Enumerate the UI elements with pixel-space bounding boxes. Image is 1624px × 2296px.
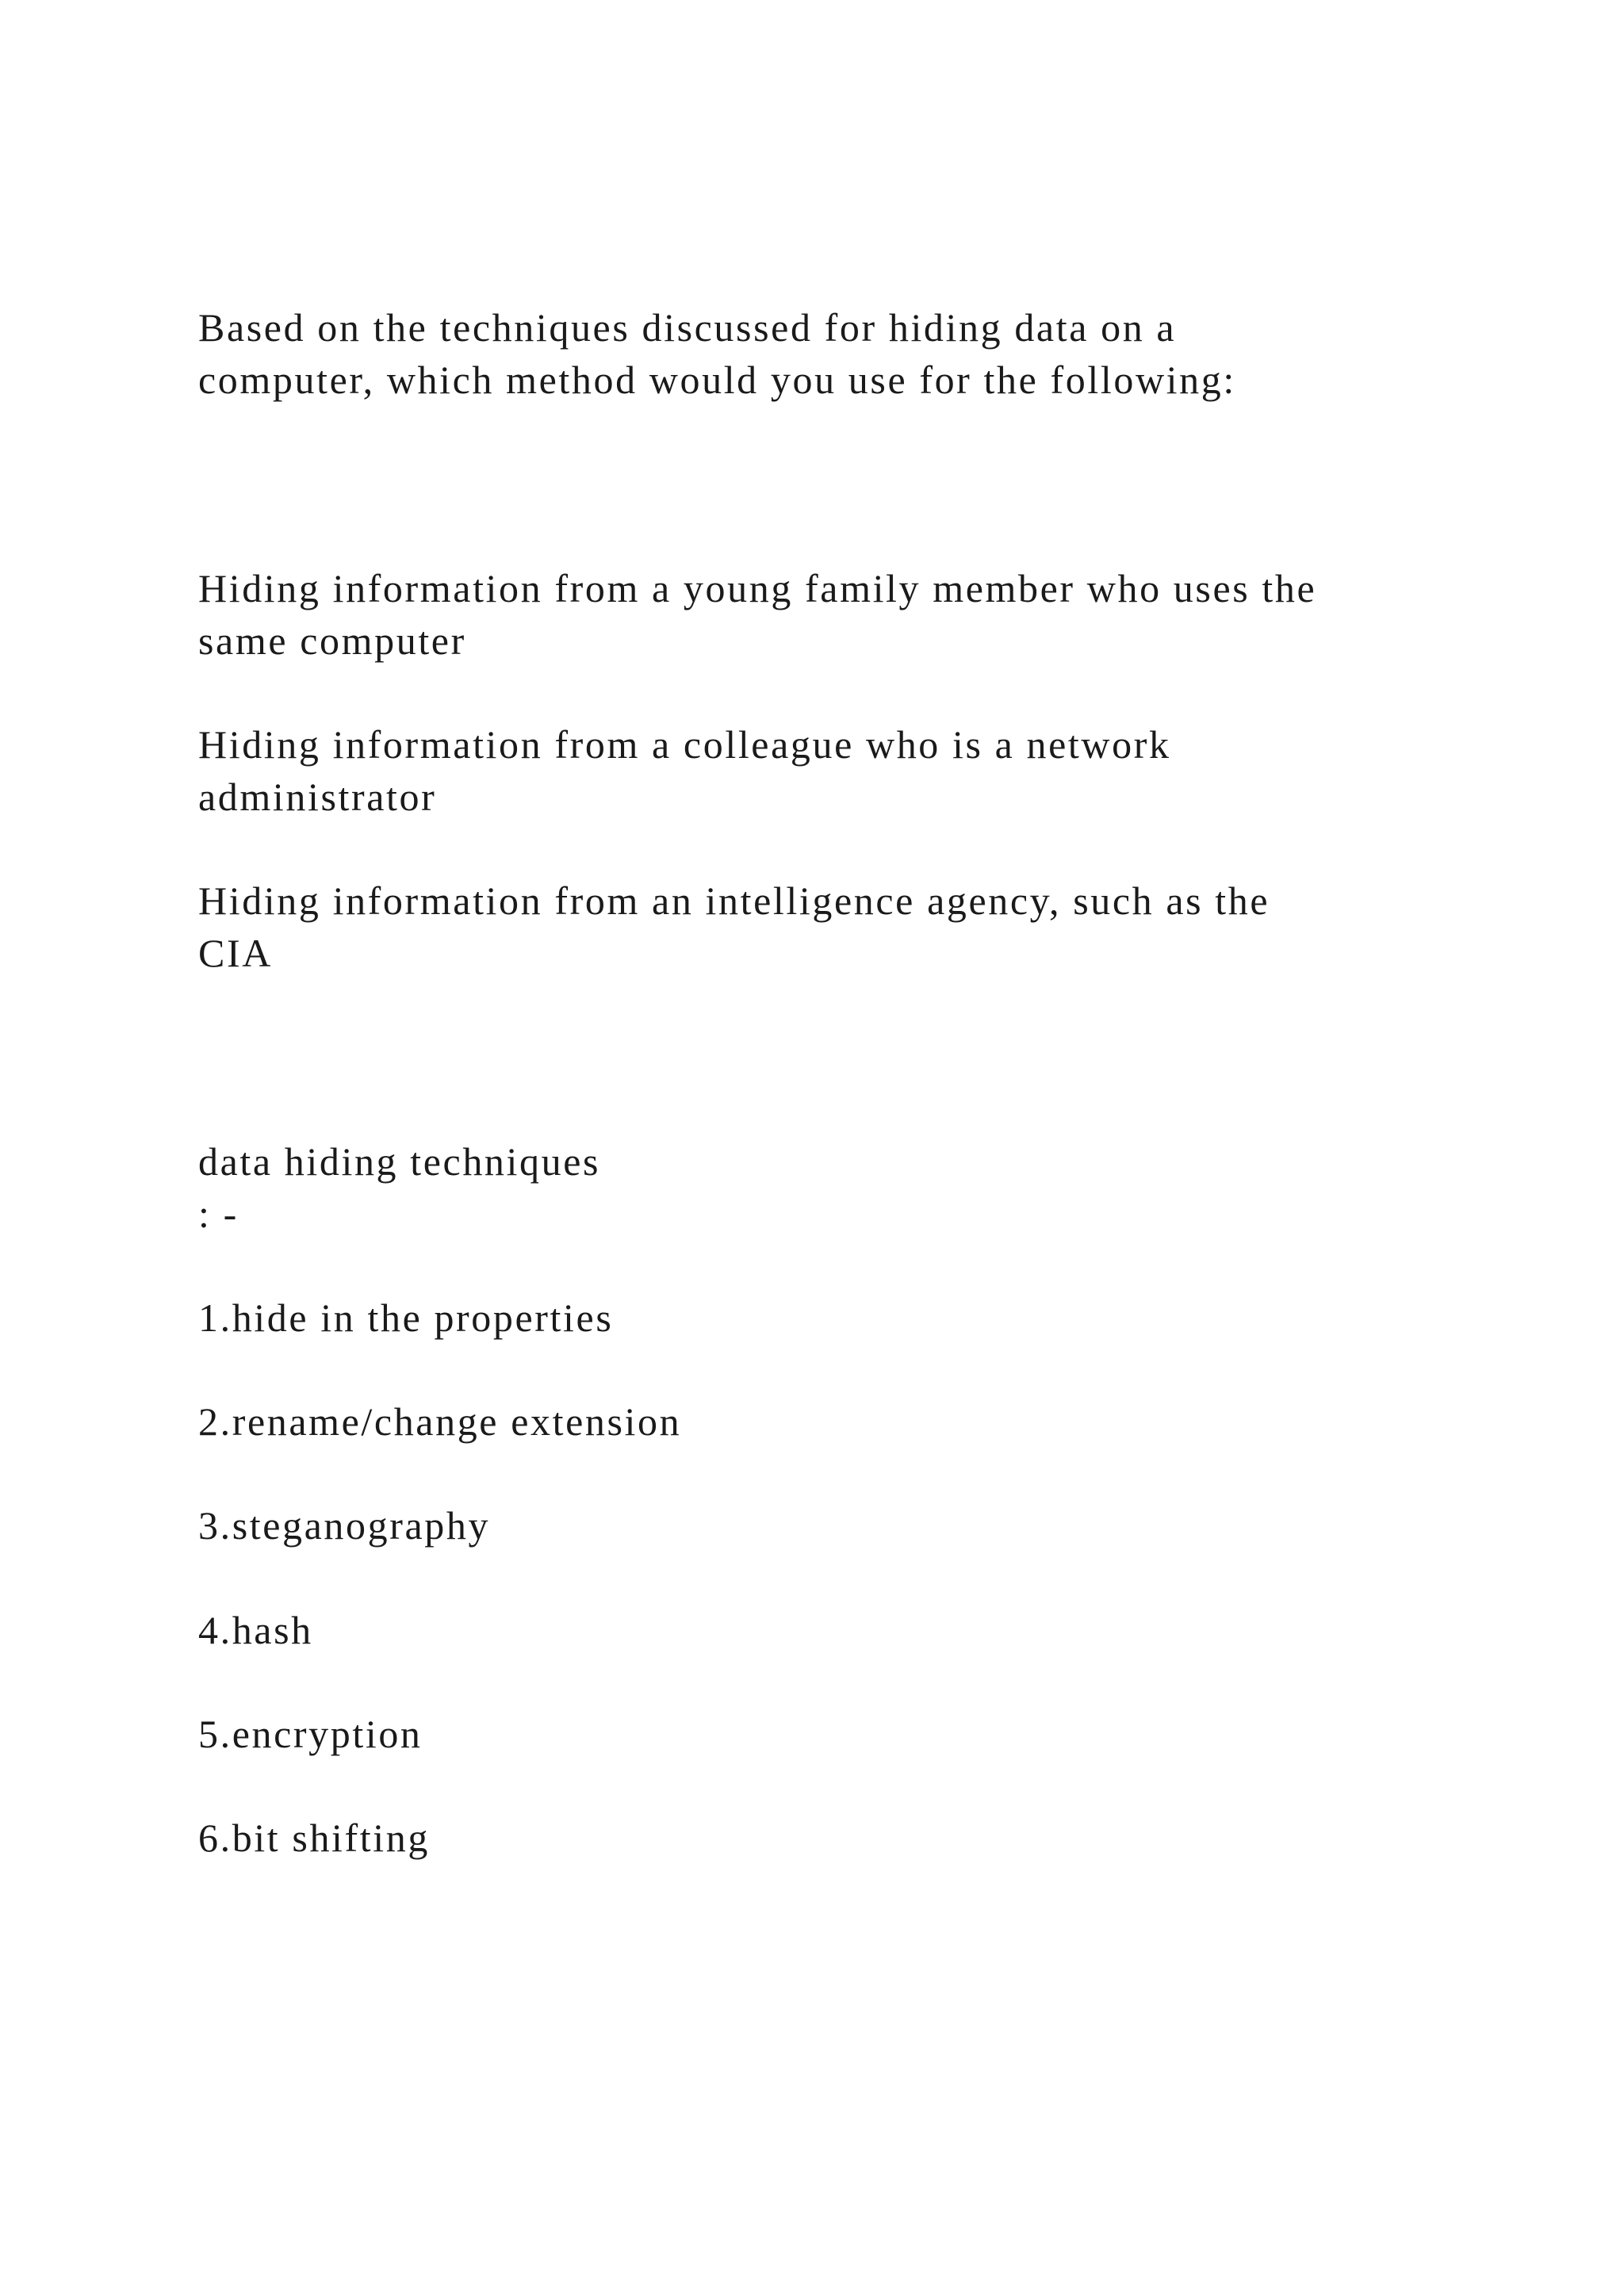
scenario-3-line-2: CIA: [198, 931, 273, 975]
techniques-heading: data hiding techniques: [198, 1139, 601, 1184]
scenario-2-line-2: administrator: [198, 775, 437, 819]
scenario-2-line-1: Hiding information from a colleague who is a network: [198, 722, 1171, 767]
scenario-1-line-1: Hiding information from a young family member who uses the: [198, 566, 1317, 610]
techniques-separator: : -: [198, 1192, 239, 1236]
technique-item-4: 4.hash: [198, 1608, 313, 1652]
technique-item-5: 5.encryption: [198, 1712, 423, 1756]
scenario-1-line-2: same computer: [198, 618, 466, 663]
technique-item-3: 3.steganography: [198, 1503, 491, 1548]
technique-item-1: 1.hide in the properties: [198, 1295, 614, 1340]
intro-line-1: Based on the techniques discussed for hiding data on a: [198, 305, 1177, 350]
intro-line-2: computer, which method would you use for the following:: [198, 358, 1236, 402]
technique-item-2: 2.rename/change extension: [198, 1399, 682, 1444]
technique-item-6: 6.bit shifting: [198, 1816, 430, 1860]
scenario-3-line-1: Hiding information from an intelligence agency, such as the: [198, 878, 1270, 923]
